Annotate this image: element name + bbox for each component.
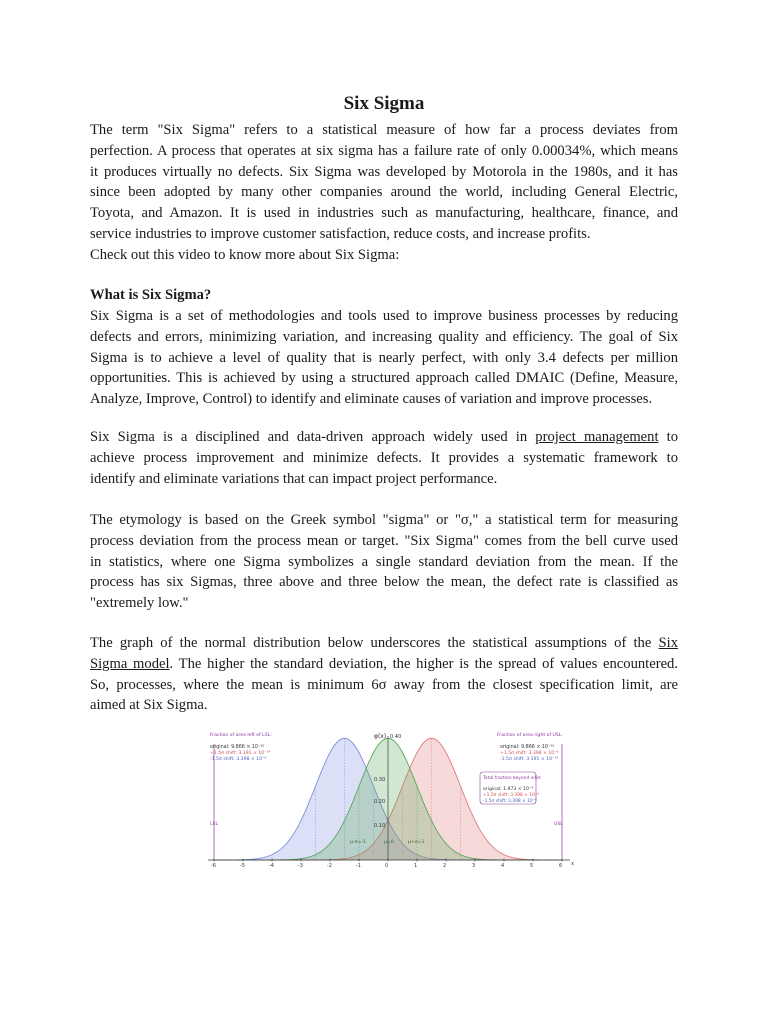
text-line: achieve process improvement and minimize defects. It provides a systematic framework to <box>90 449 678 466</box>
text-line: defects and errors, minimizing variation, and increasing quality and efficiency. The goal of Six <box>90 328 678 345</box>
text-line: The etymology is based on the Greek symbol "sigma" or "σ," a statistical term for measuring <box>90 512 678 528</box>
x-tick-label: -2 <box>327 863 332 869</box>
text-line: Toyota, and Amazon. It is used in industries such as manufacturing, healthcare, finance, and <box>90 205 678 222</box>
text-line: service industries to improve customer satisfaction, reduce costs, and increase profits. <box>90 225 591 242</box>
total-plus-shift: +1.5σ shift: 3.398 × 10⁻⁶ <box>483 793 539 798</box>
text-line <box>90 633 678 654</box>
y-tick-label: 0.20 <box>374 799 386 805</box>
x-axis-label: x <box>571 861 574 867</box>
text-line: identify and eliminate variations that can impact project performance. <box>90 470 498 487</box>
x-tick-label: 3 <box>472 863 476 869</box>
disciplined-paragraph <box>90 427 678 489</box>
x-tick-label: -1 <box>356 863 361 869</box>
x-tick-label: -4 <box>269 863 274 869</box>
graph-paragraph <box>90 633 678 716</box>
left-minus-shift: -1.5σ shift: 3.398 × 10⁻⁶ <box>210 757 267 762</box>
x-tick-label: -6 <box>211 863 216 869</box>
section-heading: What is Six Sigma? <box>90 287 212 303</box>
intro-paragraph <box>90 120 678 266</box>
page-title: Six Sigma <box>343 93 425 114</box>
text-line: in statistics, where one Sigma symbolizes a single standard deviation from the mean. If the <box>90 553 678 570</box>
text-line: since been adopted by many other companies around the world, including General Electric, <box>90 184 678 201</box>
x-tick-label: -3 <box>298 863 303 869</box>
mu-label: μ=0 <box>384 840 394 845</box>
left-original: original: 9.866 × 10⁻¹⁰ <box>210 745 265 750</box>
text-line: Analyze, Improve, Control) to identify and eliminate causes of variation and improve processes. <box>90 391 653 408</box>
text-line: The term "Six Sigma" refers to a statistical measure of how far a process deviates from <box>90 122 678 138</box>
right-box-title: Fraction of area right of USL: <box>497 733 563 738</box>
right-original: original: 9.866 × 10⁻¹⁰ <box>500 745 555 750</box>
text-line <box>90 427 678 448</box>
mu-label: μ+σ=1 <box>408 840 425 845</box>
normal-distribution-figure <box>200 724 578 874</box>
total-box-title: Total fraction beyond ±6σ: <box>483 776 542 781</box>
lsl-label: LSL <box>210 822 219 827</box>
y-tick-label: 0.30 <box>374 777 386 783</box>
left-plus-shift: +1.5σ shift: 3.191 × 10⁻¹⁴ <box>210 751 271 756</box>
y-tick-label: 0.10 <box>374 823 386 829</box>
six-sigma-model-link[interactable]: Sigma model <box>90 655 170 672</box>
mu-label: μ-σ=-1 <box>350 840 366 845</box>
x-tick-label: 0 <box>385 863 389 869</box>
what-is-paragraph <box>90 306 678 410</box>
text-segment: . The higher the standard deviation, the higher is the spread of values encountered. <box>169 655 678 672</box>
usl-label: USL <box>554 822 563 827</box>
left-box-title: Fraction of area left of LSL: <box>210 733 272 738</box>
total-minus-shift: -1.5σ shift: 3.398 × 10⁻⁶ <box>483 799 537 804</box>
text-line: it produces virtually no defects. Six Sigma was developed by Motorola in the 1980s, and it has <box>90 163 678 180</box>
y-axis-label: φ(x) <box>374 733 387 740</box>
project-management-link[interactable]: project management <box>535 429 659 445</box>
text-line: Six Sigma is a set of methodologies and tools used to improve business processes by reducing <box>90 308 678 324</box>
x-tick-label: 6 <box>559 863 563 869</box>
text-line: opportunities. This is achieved by using a structured approach called DMAIC (Define, Measure, <box>90 370 678 387</box>
text-line: process has six Sigmas, three above and three below the mean, the defect rate is classified as <box>90 574 678 591</box>
text-segment: to <box>658 429 678 445</box>
y-tick-label: 0.40 <box>390 734 402 740</box>
text-segment: Six Sigma is a disciplined and data-driven approach widely used in <box>90 429 536 445</box>
x-tick-label: 2 <box>443 863 447 869</box>
x-tick-label: 1 <box>414 863 418 869</box>
x-tick-label: 4 <box>501 863 505 869</box>
text-line: Sigma is to achieve a level of quality that is nearly perfect, with only 3.4 defects per million <box>90 349 678 366</box>
right-plus-shift: +1.5σ shift: 3.398 × 10⁻⁶ <box>500 751 559 756</box>
text-line: So, processes, where the mean is minimum 6σ away from the closest specification limit, are <box>90 676 678 693</box>
etymology-paragraph <box>90 510 678 614</box>
six-sigma-model-link[interactable]: Six <box>658 635 678 651</box>
right-minus-shift: -1.5σ shift: 3.191 × 10⁻¹⁴ <box>500 757 559 762</box>
x-tick-label: 5 <box>530 863 534 869</box>
video-line: Check out this video to know more about Six Sigma: <box>90 246 400 263</box>
text-line: perfection. A process that operates at six sigma has a failure rate of only 0.00034%, which means <box>90 142 678 159</box>
text-line: "extremely low." <box>90 595 189 612</box>
text-line <box>90 654 678 675</box>
total-original: original: 1.973 × 10⁻⁹ <box>483 787 534 792</box>
text-line: aimed at Six Sigma. <box>90 697 208 714</box>
x-tick-label: -5 <box>240 863 245 869</box>
text-segment: The graph of the normal distribution below underscores the statistical assumptions of the <box>90 635 659 651</box>
text-line: process deviation from the process mean or target. "Six Sigma" comes from the bell curve used <box>90 532 678 549</box>
